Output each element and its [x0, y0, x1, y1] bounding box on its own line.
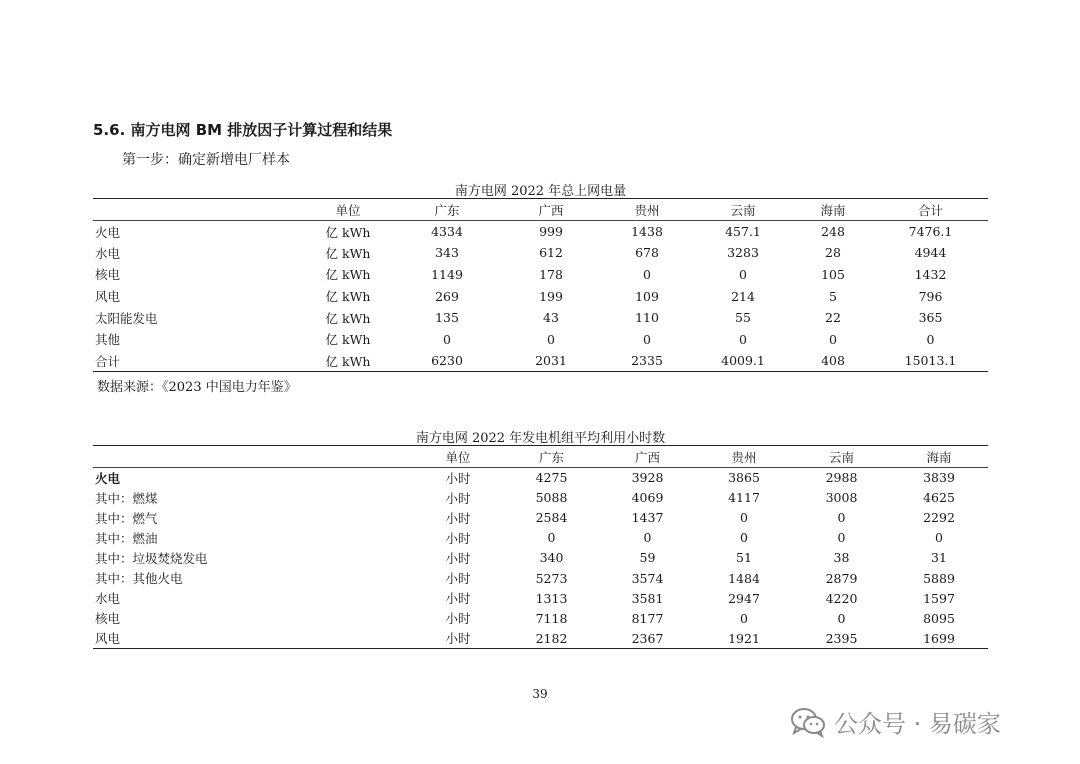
- unit-cell: 小时: [445, 631, 471, 647]
- column-header: [93, 446, 413, 468]
- watermark: [790, 704, 1001, 739]
- table-row: [93, 468, 988, 488]
- row-label: 火电: [95, 224, 121, 240]
- value-cell: 2947: [728, 590, 760, 606]
- value-cell: 214: [731, 288, 755, 304]
- utilization-hours-table: [93, 445, 988, 649]
- value-cell: 43: [543, 310, 559, 326]
- row-label: 水电: [95, 591, 121, 607]
- unit-cell: 亿 kWh: [325, 245, 371, 261]
- column-header: 海南: [890, 446, 988, 468]
- table2-body: [93, 468, 988, 649]
- value-cell: 22: [825, 310, 841, 326]
- column-header: 广东: [393, 199, 501, 221]
- column-header: 广东: [503, 446, 600, 468]
- data-source-note: 数据来源：《2023 中国电力年鉴》: [97, 380, 297, 395]
- value-cell: 199: [539, 288, 563, 304]
- row-label: 其中：其他火电: [95, 571, 183, 587]
- value-cell: 248: [821, 224, 845, 240]
- table-row: [93, 628, 988, 648]
- value-cell: 51: [736, 550, 752, 566]
- row-label: 核电: [95, 611, 121, 627]
- value-cell: 269: [435, 288, 459, 304]
- wechat-icon: [790, 706, 826, 738]
- table-row: [93, 307, 988, 329]
- table-row: [93, 588, 988, 608]
- column-header: 合计: [873, 199, 988, 221]
- value-cell: 4944: [914, 245, 947, 261]
- value-cell: 2584: [535, 510, 568, 526]
- value-cell: 7118: [535, 610, 568, 626]
- value-cell: 1597: [923, 590, 955, 606]
- row-label: 水电: [95, 245, 121, 261]
- value-cell: 3839: [923, 470, 955, 486]
- page-number: 39: [532, 687, 548, 701]
- value-cell: 4117: [728, 490, 760, 506]
- column-header: 贵州: [601, 199, 693, 221]
- column-header: 单位: [413, 446, 503, 468]
- unit-cell: 亿 kWh: [325, 289, 371, 305]
- value-cell: 3574: [631, 570, 664, 586]
- value-cell: 365: [918, 310, 943, 326]
- column-header: 海南: [793, 199, 873, 221]
- value-cell: 1484: [728, 570, 760, 586]
- value-cell: 3283: [727, 245, 759, 261]
- value-cell: 999: [539, 224, 563, 240]
- value-cell: 5273: [535, 570, 568, 586]
- value-cell: 55: [735, 310, 751, 326]
- column-header: 单位: [303, 199, 393, 221]
- value-cell: 1921: [728, 630, 760, 646]
- row-label: 太阳能发电: [95, 310, 158, 326]
- value-cell: 2292: [923, 510, 955, 526]
- table-row: [93, 528, 988, 548]
- table-row: [93, 548, 988, 568]
- unit-cell: 亿 kWh: [325, 224, 371, 240]
- value-cell: 1699: [923, 630, 955, 646]
- value-cell: 0: [740, 530, 748, 546]
- value-cell: 343: [435, 245, 459, 261]
- table-row: [93, 285, 988, 307]
- table-row: [93, 568, 988, 588]
- step-text: 第一步：确定新增电厂样本: [122, 152, 290, 168]
- value-cell: 5088: [535, 490, 568, 506]
- column-header: 云南: [693, 199, 793, 221]
- table-row: [93, 221, 988, 243]
- value-cell: 2395: [825, 630, 858, 646]
- value-cell: 0: [926, 331, 935, 347]
- row-label: 其中：燃气: [95, 510, 158, 526]
- value-cell: 5: [829, 288, 837, 304]
- value-cell: 3928: [631, 470, 664, 486]
- watermark-text: 公众号 · 易碳家: [834, 710, 1001, 738]
- value-cell: 178: [539, 266, 563, 282]
- value-cell: 2031: [535, 353, 567, 369]
- value-cell: 1437: [631, 510, 664, 526]
- value-cell: 0: [547, 530, 556, 546]
- value-cell: 15013.1: [904, 353, 957, 369]
- value-cell: 0: [829, 331, 837, 347]
- value-cell: 2988: [825, 470, 858, 486]
- row-label: 合计: [95, 353, 121, 369]
- unit-cell: 小时: [445, 490, 471, 506]
- value-cell: 7476.1: [908, 224, 953, 240]
- table-row: [93, 488, 988, 508]
- value-cell: 1432: [914, 266, 947, 282]
- value-cell: 110: [635, 310, 659, 326]
- table-row: [93, 328, 988, 350]
- value-cell: 4275: [535, 470, 568, 486]
- value-cell: 0: [837, 530, 846, 546]
- table1-body: [93, 221, 988, 372]
- value-cell: 109: [635, 288, 659, 304]
- table-row: [93, 242, 988, 264]
- value-cell: 0: [837, 510, 846, 526]
- unit-cell: 小时: [445, 591, 471, 607]
- table2-header-row: [93, 446, 988, 468]
- value-cell: 0: [739, 331, 747, 347]
- value-cell: 105: [821, 266, 845, 282]
- value-cell: 6230: [431, 353, 463, 369]
- value-cell: 0: [547, 331, 555, 347]
- value-cell: 2182: [535, 630, 568, 646]
- row-label: 其中：燃油: [95, 530, 158, 546]
- value-cell: 796: [918, 288, 943, 304]
- value-cell: 612: [539, 245, 563, 261]
- table-row: [93, 508, 988, 528]
- unit-cell: 小时: [445, 530, 471, 546]
- value-cell: 2335: [631, 353, 663, 369]
- value-cell: 2367: [631, 630, 664, 646]
- value-cell: 0: [837, 610, 846, 626]
- table1-header-row: [93, 199, 988, 221]
- row-label: 其中：垃圾焚烧发电: [95, 550, 208, 566]
- value-cell: 1313: [535, 590, 568, 606]
- value-cell: 8095: [923, 610, 955, 626]
- value-cell: 5889: [923, 570, 955, 586]
- value-cell: 408: [821, 353, 845, 369]
- row-label: 其他: [95, 332, 121, 348]
- row-label: 风电: [95, 289, 121, 305]
- value-cell: 0: [643, 331, 651, 347]
- unit-cell: 小时: [445, 550, 471, 566]
- row-label: 火电: [95, 470, 121, 486]
- value-cell: 340: [539, 550, 564, 566]
- value-cell: 4069: [631, 490, 664, 506]
- value-cell: 1438: [631, 224, 663, 240]
- value-cell: 4334: [431, 224, 463, 240]
- column-header: 云南: [793, 446, 890, 468]
- column-header: 贵州: [695, 446, 793, 468]
- value-cell: 28: [825, 245, 841, 261]
- unit-cell: 亿 kWh: [325, 310, 371, 326]
- value-cell: 0: [740, 510, 748, 526]
- grid-electricity-table: [93, 198, 988, 372]
- column-header: [93, 199, 303, 221]
- table-row: [93, 608, 988, 628]
- value-cell: 457.1: [725, 224, 761, 240]
- value-cell: 1149: [431, 266, 463, 282]
- value-cell: 3581: [631, 590, 664, 606]
- unit-cell: 小时: [445, 510, 471, 526]
- value-cell: 135: [435, 310, 459, 326]
- column-header: 广西: [501, 199, 601, 221]
- value-cell: 3865: [728, 470, 760, 486]
- table-row: [93, 264, 988, 286]
- unit-cell: 亿 kWh: [325, 332, 371, 348]
- unit-cell: 亿 kWh: [325, 353, 371, 369]
- row-label: 其中：燃煤: [95, 490, 158, 506]
- value-cell: 0: [643, 530, 652, 546]
- section-heading: 5.6. 南方电网 BM 排放因子计算过程和结果: [93, 121, 393, 139]
- value-cell: 59: [639, 550, 656, 566]
- table1-caption: 南方电网 2022 年总上网电量: [454, 184, 627, 199]
- value-cell: 0: [935, 530, 943, 546]
- value-cell: 4625: [923, 490, 955, 506]
- column-header: 广西: [600, 446, 695, 468]
- value-cell: 8177: [631, 610, 664, 626]
- unit-cell: 小时: [445, 611, 471, 627]
- unit-cell: 小时: [445, 571, 471, 587]
- value-cell: 678: [635, 245, 659, 261]
- value-cell: 3008: [825, 490, 858, 506]
- value-cell: 38: [833, 550, 850, 566]
- row-label: 风电: [95, 631, 121, 647]
- value-cell: 4009.1: [721, 353, 765, 369]
- row-label: 核电: [95, 267, 121, 283]
- value-cell: 0: [443, 331, 451, 347]
- unit-cell: 亿 kWh: [325, 267, 371, 283]
- value-cell: 31: [931, 550, 947, 566]
- unit-cell: 小时: [445, 470, 471, 486]
- value-cell: 4220: [825, 590, 858, 606]
- value-cell: 2879: [825, 570, 858, 586]
- value-cell: 0: [739, 266, 747, 282]
- table-row: [93, 350, 988, 372]
- table2-caption: 南方电网 2022 年发电机组平均利用小时数: [415, 431, 666, 446]
- value-cell: 0: [740, 610, 748, 626]
- value-cell: 0: [643, 266, 651, 282]
